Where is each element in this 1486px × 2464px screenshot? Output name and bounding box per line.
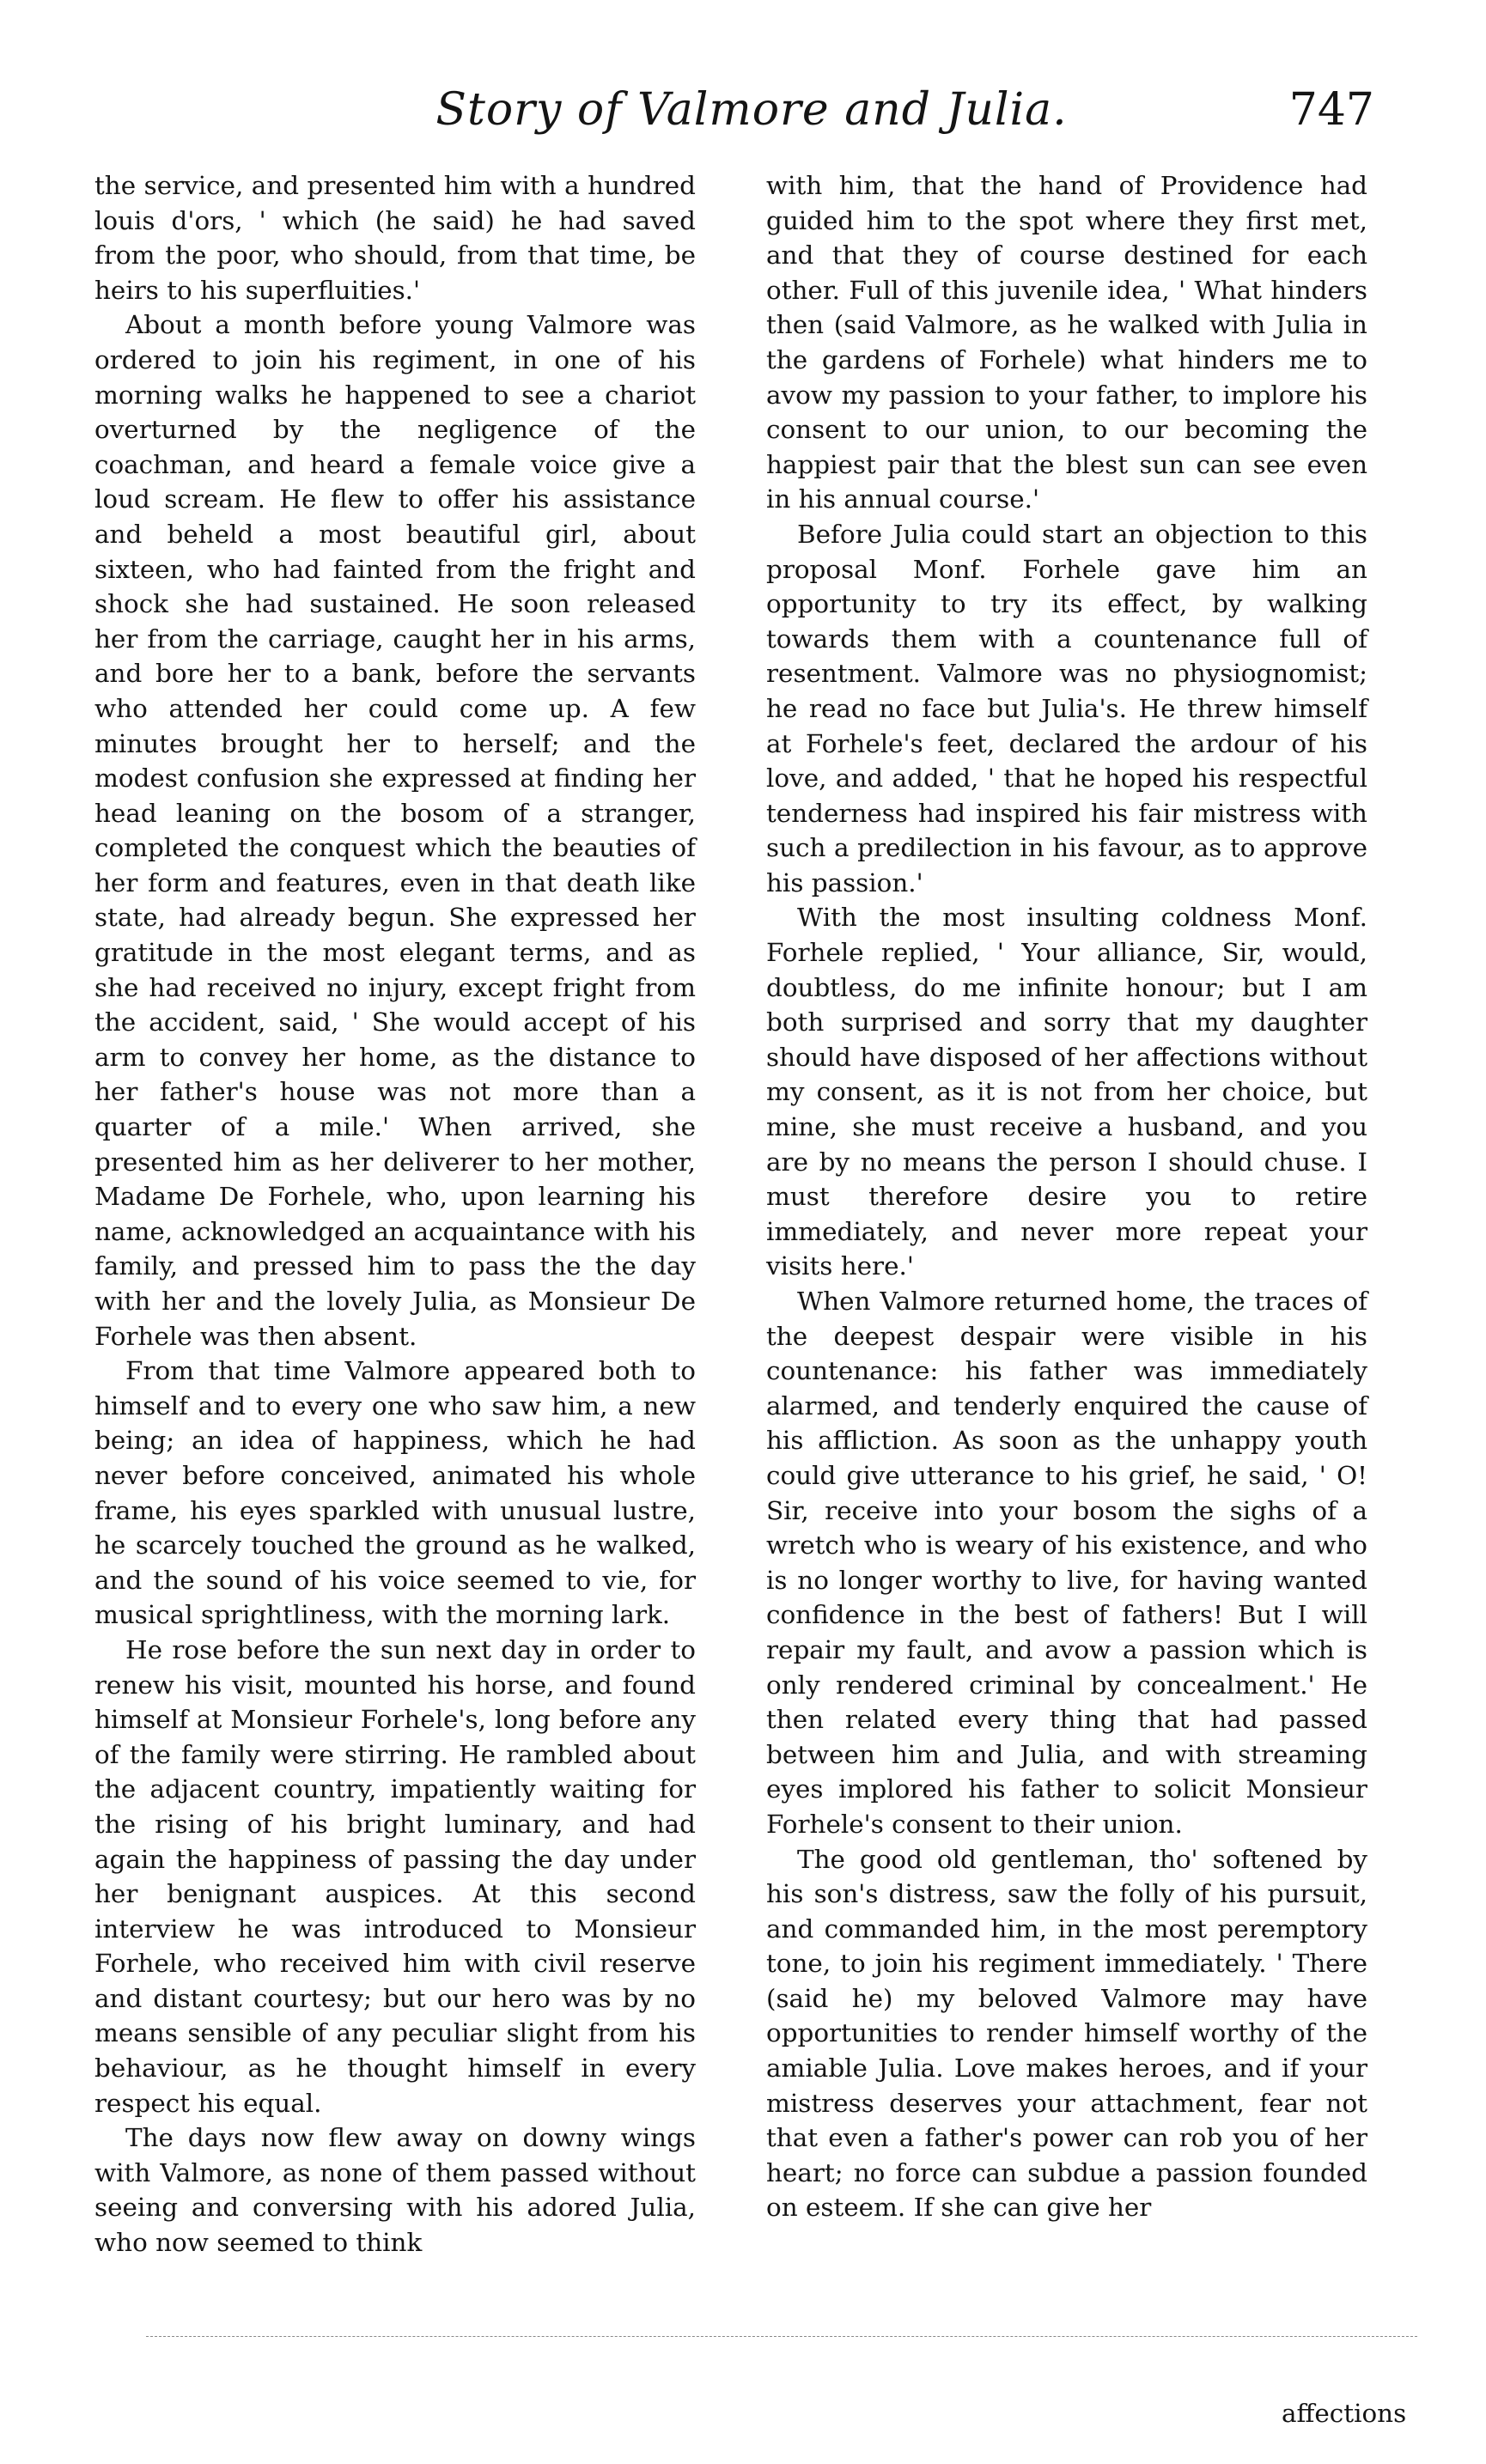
paragraph: About a month before young Valmore was ordered to join his regiment, in one of his morning walks he happened to see a chariot overturned by the negligence of the coachman, and heard a female voice give a loud scream. He flew to offer his assistance and beheld a most beautiful girl, about sixteen, who had fainted from the fright and shock she had sustained. He soon released her from the carriage, caught her in his arms, and bore her to a bank, before the servants who attended her could come up. A few minutes brought her to herself; and the modest confusion she expressed at finding her head leaning on the bosom of a stranger, completed the conquest which the beauties of her form and features, even in that death like state, had already begun. She expressed her gratitude in the most elegant terms, and as she had received no injury, except fright from the accident, said, ' She would accept of his arm to convey her home, as the distance to her father's house was not more than a quarter of a mile.' When arrived, she presented him as her deliverer to her mother, Madame De Forhele, who, upon learning his name, acknowledged an acquaintance with his family, and pressed him to pass the the day with her and the lovely Julia, as Monsieur De Forhele was then absent. xyxy=(94,310,696,1351)
paragraph: When Valmore returned home, the traces of the deepest despair were visible in his countenance: his father was immediately alarmed, and tenderly enquired the cause of his affliction. As soon as the unhappy youth could give utterance to his grief, he said, ' O! Sir, receive into your bosom the sighs of a wretch who is weary of his existence, and who is no longer worthy to live, for having wanted confidence in the best of fathers! But I will repair my fault, and avow a passion which is only rendered criminal by concealment.' He then related every thing that had passed between him and Julia, and with streaming eyes implored his father to solicit Monsieur Forhele's consent to their union. xyxy=(766,1287,1367,1839)
page-header xyxy=(129,76,1374,153)
paragraph: Before Julia could start an objection to this proposal Monf. Forhele gave him an opportunity to try its effect, by walking towards them with a countenance full of resentment. Valmore was no physiognomist; he read no face but Julia's. He threw himself at Forhele's feet, declared the ardour of his love, and added, ' that he hoped his respectful tenderness had inspired his fair mistress with such a predilection in his favour, as to approve his passion.' xyxy=(766,519,1367,897)
paragraph: From that time Valmore appeared both to himself and to every one who saw him, a new being; an idea of happiness, which he had never before conceived, animated his whole frame, his eyes sparkled with unusual lustre, he scarcely touched the ground as he walked, and the sound of his voice seemed to vie, for musical sprightliness, with the morning lark. xyxy=(94,1356,696,1630)
paragraph: The days now flew away on downy wings with Valmore, as none of them passed without seeing and conversing with his adored Julia, who now seemed to think xyxy=(94,2123,696,2258)
paragraph: He rose before the sun next day in order to renew his visit, mounted his horse, and found himself at Monsieur Forhele's, long before any of the family were stirring. He rambled about the adjacent country, impatiently waiting for the rising of his bright luminary, and had again the happiness of passing the day under her benignant auspices. At this second interview he was introduced to Monsieur Forhele, who received him with civil reserve and distant courtesy; but our hero was by no means sensible of any peculiar slight from his behaviour, as he thought himself in every respect his equal. xyxy=(94,1634,696,2118)
scan-artifact-line xyxy=(146,2336,1417,2337)
right-column xyxy=(766,168,1367,2225)
paragraph: With the most insulting coldness Monf. Forhele replied, ' Your alliance, Sir, would, doubtless, do me infinite honour; but I am both surprised and sorry that my daughter should have disposed of her affections without my consent, as it is not from her choice, but mine, she must receive a husband, and you are by no means the person I should chuse. I must therefore desire you to retire immediately, and never more repeat your visits here.' xyxy=(766,903,1367,1281)
left-column xyxy=(94,168,696,2260)
paragraph: the service, and presented him with a hundred louis d'ors, ' which (he said) he had saved from the poor, who should, from that time, be heirs to his superfluities.' xyxy=(94,171,696,305)
catchword: affections xyxy=(1282,2399,1407,2428)
paragraph: The good old gentleman, tho' softened by his son's distress, saw the folly of his pursuit, and commanded him, in the most peremptory tone, to join his regiment immediately. ' There (said he) my beloved Valmore may have opportunities to render himself worthy of the amiable Julia. Love makes heroes, and if your mistress deserves your attachment, fear not that even a father's power can rob you of her heart; no force can subdue a passion founded on esteem. If she can give her xyxy=(766,1844,1367,2223)
page-number: 747 xyxy=(1288,84,1374,136)
running-title: Story of Valmore and Julia. xyxy=(435,84,1068,136)
paragraph: with him, that the hand of Providence had guided him to the spot where they first met, and that they of course destined for each other. Full of this juvenile idea, ' What hinders then (said Valmore, as he walked with Julia in the gardens of Forhele) what hinders me to avow my passion to your father, to implore his consent to our union, to our becoming the happiest pair that the blest sun can see even in his annual course.' xyxy=(766,171,1367,514)
